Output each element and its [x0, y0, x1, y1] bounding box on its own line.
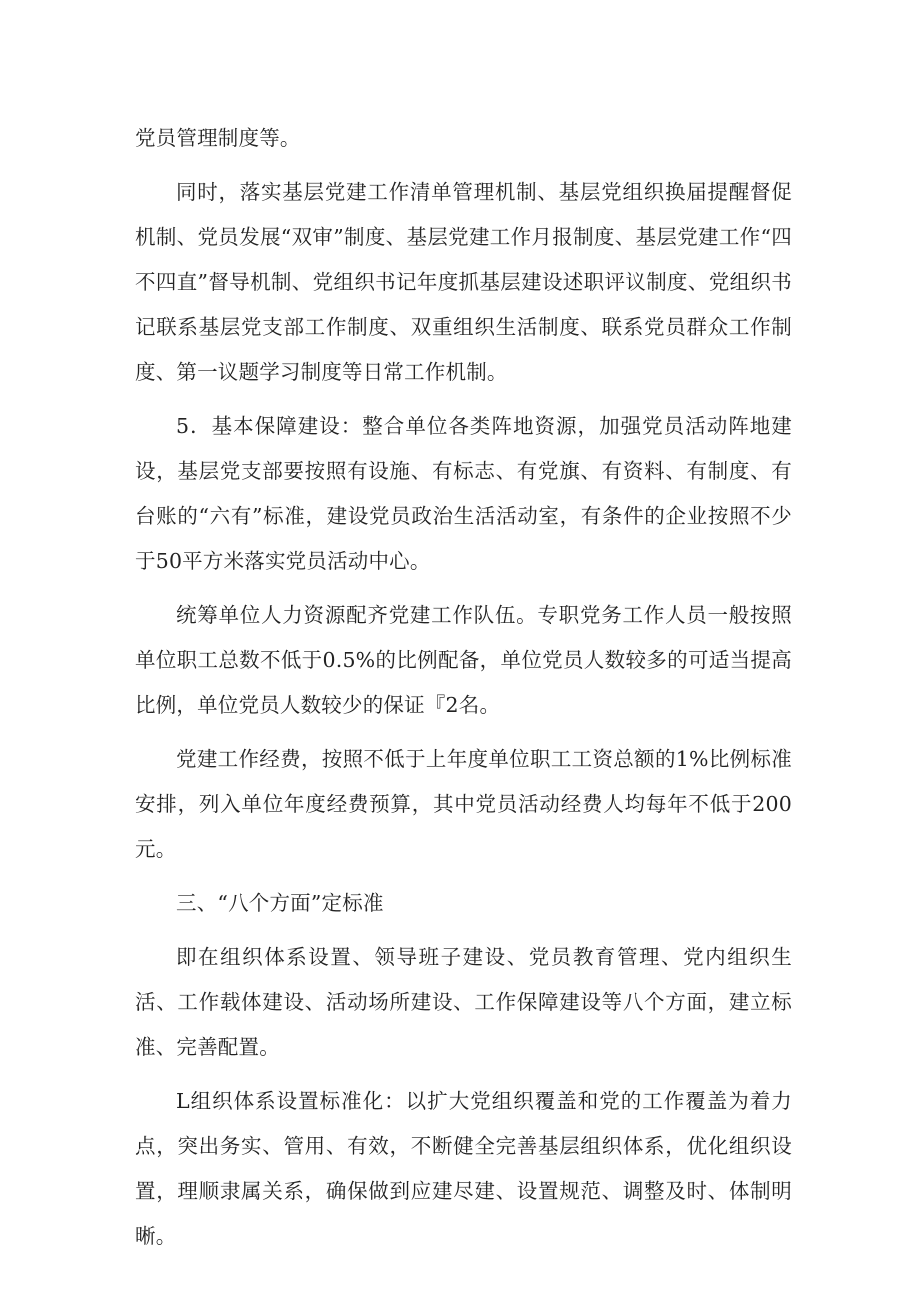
paragraph-funding: 党建工作经费，按照不低于上年度单位职工工资总额的1%比例标准安排，列入单位年度经费预算，其中党员活动经费人均每年不低于200元。 — [135, 747, 792, 861]
paragraph-staffing: 统筹单位人力资源配齐党建工作队伍。专职党务工作人员一般按照单位职工总数不低于0.5%的比例配备，单位党员人数较多的可适当提高比例，单位党员人数较少的保证『2名。 — [135, 603, 792, 717]
paragraph-continuation: 党员管理制度等。 — [135, 126, 301, 150]
section-heading-eight-aspects: 三、“八个方面”定标准 — [176, 891, 384, 915]
paragraph-basic-guarantee: 5．基本保障建设：整合单位各类阵地资源，加强党员活动阵地建设，基层党支部要按照有设施、有标志、有党旗、有资料、有制度、有台账的“六有”标准，建设党员政治生活活动室，有条件的企业按照不少于50平方米落实党员活动中心。 — [135, 414, 792, 573]
paragraph-organization-system: L组织体系设置标准化：以扩大党组织覆盖和党的工作覆盖为着力点，突出务实、管用、有效，不断健全完善基层组织体系，优化组织设置，理顺隶属关系，确保做到应建尽建、设置规范、调整及时、体制明晰。 — [135, 1089, 792, 1248]
paragraph-eight-aspects: 即在组织体系设置、领导班子建设、党员教育管理、党内组织生活、工作载体建设、活动场所建设、工作保障建设等八个方面，建立标准、完善配置。 — [135, 945, 792, 1059]
paragraph-mechanisms: 同时，落实基层党建工作清单管理机制、基层党组织换届提醒督促机制、党员发展“双审”制度、基层党建工作月报制度、基层党建工作“四不四直”督导机制、党组织书记年度抓基层建设述职评议制度、党组织书记联系基层党支部工作制度、双重组织生活制度、联系党员群众工作制度、第一议题学习制度等日常工作机制。 — [135, 180, 792, 384]
